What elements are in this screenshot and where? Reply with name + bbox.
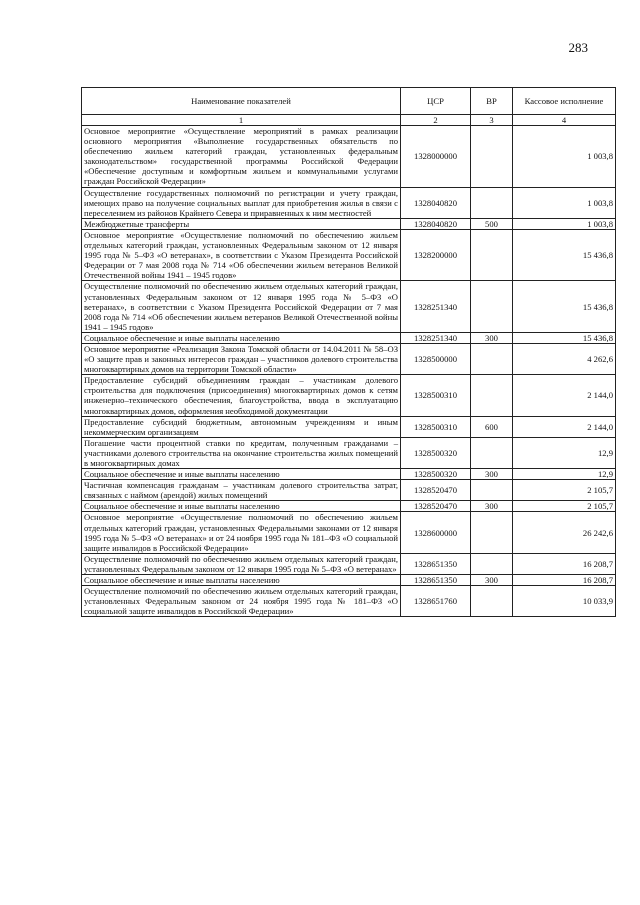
cell-vr: 300	[471, 575, 513, 586]
cell-csr: 1328500310	[401, 375, 471, 416]
cell-name: Социальное обеспечение и иные выплаты населению	[82, 575, 401, 586]
cell-amount: 16 208,7	[513, 553, 616, 574]
header-csr: ЦСР	[401, 88, 471, 115]
table-row	[82, 416, 616, 437]
cell-vr	[471, 437, 513, 468]
table-row	[82, 343, 616, 374]
column-number: 4	[513, 115, 616, 126]
cell-name: Социальное обеспечение и иные выплаты населению	[82, 332, 401, 343]
cell-name: Основное мероприятие «Осуществление мероприятий в рамках реализации основного мероприятия «Выполнение государственных обязательств по обеспечению жильем категорий граждан, установленных федеральным законодательством» государственной программы Российской Федерации «Обеспечение доступным и комфортным жильем и коммунальными услугами граждан Российской Федерации»	[82, 126, 401, 188]
cell-name: Осуществление полномочий по обеспечению жильем отдельных категорий граждан, установленных Федеральным законом от 24 ноября 1995 года № 181–ФЗ «О социальной защите инвалидов в Российской Федерации»	[82, 586, 401, 617]
cell-name: Основное мероприятие «Осуществление полномочий по обеспечению жильем отдельных категорий граждан, установленных Федеральным законом от 12 января 1995 года № 5–ФЗ «О ветеранах», в соответствии с Указом Президента Российской Федерации от 7 мая 2008 года № 714 «Об обеспечении жильем ветеранов Великой Отечественной войны 1941 – 1945 годов»	[82, 229, 401, 280]
cell-csr: 1328500000	[401, 343, 471, 374]
table-row	[82, 281, 616, 332]
cell-amount: 2 105,7	[513, 501, 616, 512]
cell-amount: 2 144,0	[513, 416, 616, 437]
cell-vr	[471, 375, 513, 416]
cell-amount: 12,9	[513, 469, 616, 480]
cell-name: Основное мероприятие «Осуществление полномочий по обеспечению жильем отдельных категорий граждан, установленных Федеральными законами от 12 января 1995 года № 5–ФЗ «О ветеранах» и от 24 ноября 1995 года № 181–ФЗ «О социальной защите инвалидов в Российской Федерации»	[82, 512, 401, 553]
cell-amount: 15 436,8	[513, 332, 616, 343]
cell-csr: 1328651350	[401, 575, 471, 586]
cell-csr: 1328000000	[401, 126, 471, 188]
table-row	[82, 553, 616, 574]
cell-amount: 10 033,9	[513, 586, 616, 617]
table-row	[82, 229, 616, 280]
cell-name: Социальное обеспечение и иные выплаты населению	[82, 469, 401, 480]
cell-csr: 1328651350	[401, 553, 471, 574]
cell-csr: 1328040820	[401, 218, 471, 229]
table-row	[82, 126, 616, 188]
cell-name: Предоставление субсидий бюджетным, автономным учреждениям и иным некоммерческим организациям	[82, 416, 401, 437]
table-row	[82, 437, 616, 468]
table-row	[82, 586, 616, 617]
cell-amount: 15 436,8	[513, 281, 616, 332]
table-row	[82, 512, 616, 553]
cell-vr	[471, 229, 513, 280]
cell-csr: 1328251340	[401, 332, 471, 343]
column-numbers-row	[82, 115, 616, 126]
table-row	[82, 218, 616, 229]
cell-amount: 1 003,8	[513, 126, 616, 188]
cell-csr: 1328500320	[401, 437, 471, 468]
cell-name: Осуществление полномочий по обеспечению жильем отдельных категорий граждан, установленных Федеральным законом от 12 января 1995 года № 5–ФЗ «О ветеранах»	[82, 553, 401, 574]
cell-vr: 300	[471, 469, 513, 480]
cell-amount: 1 003,8	[513, 187, 616, 218]
cell-name: Основное мероприятие «Реализация Закона Томской области от 14.04.2011 № 58–ОЗ «О защите прав и законных интересов граждан – участников долевого строительства многоквартирных домов на территории Томской области»	[82, 343, 401, 374]
header-vr: ВР	[471, 88, 513, 115]
cell-csr: 1328500320	[401, 469, 471, 480]
cell-vr	[471, 480, 513, 501]
table-row	[82, 501, 616, 512]
cell-vr: 500	[471, 218, 513, 229]
table-row	[82, 480, 616, 501]
cell-vr	[471, 586, 513, 617]
cell-name: Осуществление государственных полномочий по регистрации и учету граждан, имеющих право на получение социальных выплат для приобретения жилья в связи с переселением из районов Крайнего Севера и приравненных к ним местностей	[82, 187, 401, 218]
header-name: Наименование показателей	[82, 88, 401, 115]
cell-amount: 1 003,8	[513, 218, 616, 229]
cell-csr: 1328520470	[401, 480, 471, 501]
cell-csr: 1328500310	[401, 416, 471, 437]
cell-amount: 26 242,6	[513, 512, 616, 553]
cell-vr	[471, 126, 513, 188]
table-header-row	[82, 88, 616, 115]
cell-vr: 300	[471, 501, 513, 512]
cell-name: Осуществление полномочий по обеспечению жильем отдельных категорий граждан, установленных Федеральным законом от 12 января 1995 года № 5–ФЗ «О ветеранах», в соответствии с Указом Президента Российской Федерации от 7 мая 2008 года № 714 «Об обеспечении жильем ветеранов Великой Отечественной войны 1941 – 1945 годов»	[82, 281, 401, 332]
table-row	[82, 187, 616, 218]
cell-name: Предоставление субсидий объединениям граждан – участникам долевого строительства для подключения (присоединения) многоквартирных домов к сетям инженерно–технического обеспечения, благоустройства, ввода в эксплуатацию многоквартирных домов, оформления необходимой документации	[82, 375, 401, 416]
cell-csr: 1328040820	[401, 187, 471, 218]
cell-csr: 1328251340	[401, 281, 471, 332]
header-amount: Кассовое исполнение	[513, 88, 616, 115]
cell-vr	[471, 187, 513, 218]
cell-csr: 1328520470	[401, 501, 471, 512]
cell-name: Частичная компенсация гражданам – участникам долевого строительства затрат, связанных с наймом (арендой) жилых помещений	[82, 480, 401, 501]
column-number: 3	[471, 115, 513, 126]
cell-vr	[471, 281, 513, 332]
column-number: 1	[82, 115, 401, 126]
cell-amount: 16 208,7	[513, 575, 616, 586]
cell-vr: 300	[471, 332, 513, 343]
table-row	[82, 332, 616, 343]
cell-csr: 1328600000	[401, 512, 471, 553]
cell-name: Социальное обеспечение и иные выплаты населению	[82, 501, 401, 512]
table-row	[82, 575, 616, 586]
cell-amount: 4 262,6	[513, 343, 616, 374]
cell-name: Погашение части процентной ставки по кредитам, полученным гражданами – участниками долевого строительства на окончание строительства жилых помещений в многоквартирных домах	[82, 437, 401, 468]
table-row	[82, 469, 616, 480]
cell-amount: 12,9	[513, 437, 616, 468]
cell-csr: 1328200000	[401, 229, 471, 280]
page-number: 283	[568, 40, 588, 55]
cell-csr: 1328651760	[401, 586, 471, 617]
cell-vr: 600	[471, 416, 513, 437]
cell-vr	[471, 343, 513, 374]
cell-amount: 2 105,7	[513, 480, 616, 501]
table-row	[82, 375, 616, 416]
cell-vr	[471, 512, 513, 553]
table-body	[82, 126, 616, 617]
budget-table	[81, 87, 616, 617]
cell-name: Межбюджетные трансферты	[82, 218, 401, 229]
column-number: 2	[401, 115, 471, 126]
cell-amount: 2 144,0	[513, 375, 616, 416]
cell-vr	[471, 553, 513, 574]
cell-amount: 15 436,8	[513, 229, 616, 280]
